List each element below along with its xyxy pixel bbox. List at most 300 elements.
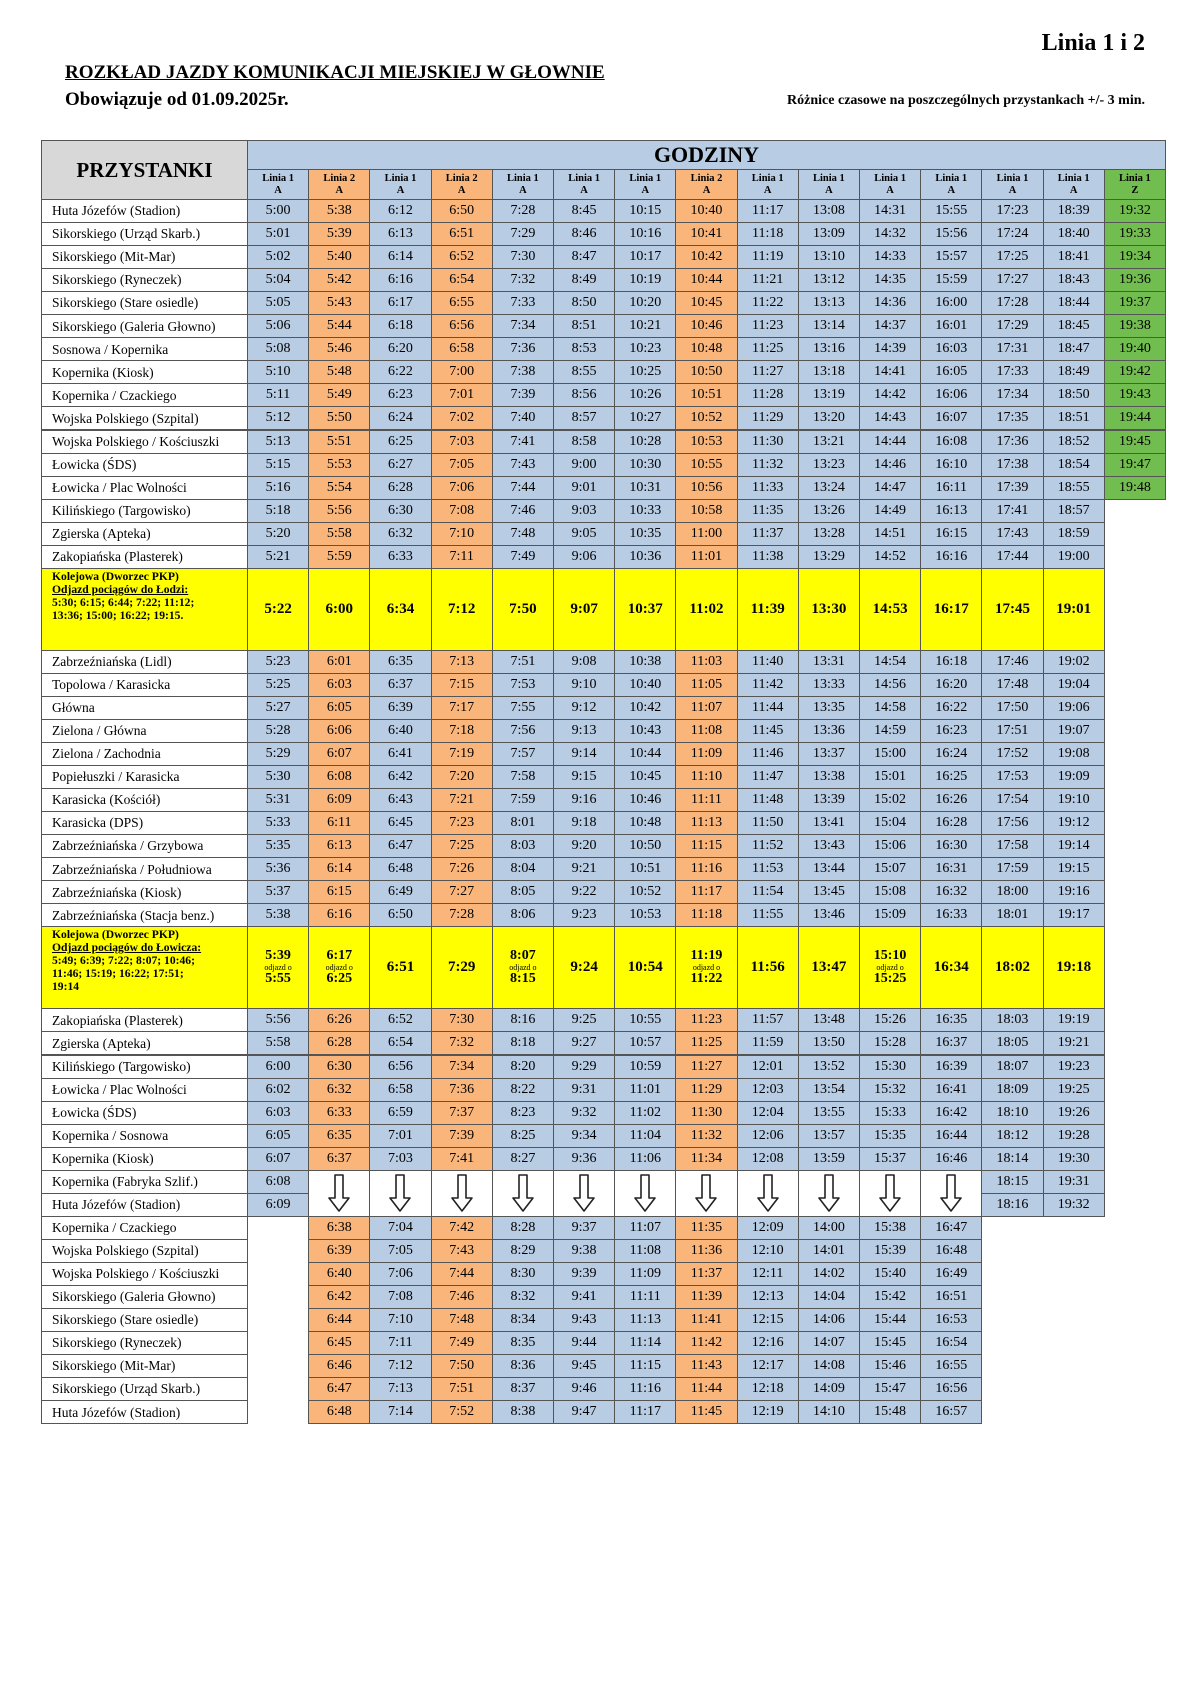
time-value: 18:16 — [996, 1196, 1029, 1212]
time-cell — [492, 314, 554, 338]
time-value: 13:13 — [812, 295, 845, 311]
time-value: 14:04 — [812, 1289, 845, 1305]
time-cell — [675, 337, 737, 361]
time-value: 5:33 — [265, 815, 291, 831]
time-cell — [553, 696, 615, 720]
time-cell — [675, 268, 737, 292]
time-value: 11:03 — [690, 653, 723, 669]
time-cell — [553, 903, 615, 927]
stop-name — [41, 430, 248, 454]
time-cell — [798, 1308, 860, 1332]
time-cell — [553, 545, 615, 569]
stop-name-label: Sikorskiego (Ryneczek) — [52, 272, 182, 288]
time-value: 9:37 — [571, 1219, 597, 1235]
time-cell — [1043, 719, 1105, 743]
time-value: 17:24 — [996, 226, 1029, 242]
time-value: 11:57 — [752, 1012, 784, 1028]
time-value: 10:52 — [690, 410, 723, 426]
time-value: 19:06 — [1057, 699, 1090, 715]
stop-name-label: Wojska Polskiego (Szpital) — [52, 1243, 199, 1259]
time-value: 13:09 — [812, 226, 845, 242]
time-value: 11:48 — [752, 792, 784, 808]
time-value: 12:13 — [751, 1289, 784, 1305]
time-cell — [1043, 880, 1105, 904]
course-type-label: Z — [1131, 184, 1139, 196]
time-cell — [798, 406, 860, 430]
time-value: 6:50 — [388, 907, 413, 923]
time-cell — [553, 1055, 615, 1079]
time-value: 7:43 — [510, 456, 536, 472]
time-value: 5:31 — [265, 792, 291, 808]
course-header — [920, 169, 982, 200]
time-cell — [675, 199, 737, 223]
station-departure-time — [431, 926, 493, 1009]
course-header — [675, 169, 737, 200]
time-value: 9:03 — [571, 502, 597, 518]
time-value: 12:19 — [751, 1404, 784, 1420]
time-value: 7:53 — [510, 676, 536, 692]
course-type-label: A — [274, 184, 282, 196]
time-cell — [553, 245, 615, 269]
course-header — [492, 169, 554, 200]
time-value: 6:58 — [449, 341, 475, 357]
time-value: 11:10 — [690, 769, 723, 785]
time-value: 13:31 — [812, 653, 845, 669]
time-value: 6:05 — [265, 1127, 291, 1143]
time-cell — [553, 314, 615, 338]
time-value: 11:45 — [690, 1404, 723, 1420]
time-value: 15:01 — [874, 769, 907, 785]
time-value: 8:36 — [510, 1358, 536, 1374]
time-cell — [1104, 222, 1166, 246]
station-departure-time — [859, 926, 921, 1009]
time-value: 13:41 — [812, 815, 845, 831]
stop-name — [41, 696, 248, 720]
station-departure-time — [369, 926, 431, 1009]
time-cell — [614, 199, 676, 223]
time-cell — [675, 765, 737, 789]
time-cell — [675, 360, 737, 384]
time-cell — [675, 788, 737, 812]
time-cell — [981, 719, 1043, 743]
time-value: 11:44 — [752, 699, 784, 715]
time-value: 11:17 — [690, 884, 723, 900]
time-cell — [1043, 222, 1105, 246]
train-departure-time: 11:22 — [690, 970, 723, 986]
time-value: 17:35 — [996, 410, 1029, 426]
time-value: 11:05 — [690, 676, 723, 692]
time-value: 13:48 — [812, 1012, 845, 1028]
time-value: 16:37 — [935, 1035, 968, 1051]
time-value: 7:32 — [449, 1035, 475, 1051]
time-value: 19:40 — [1118, 341, 1151, 357]
time-value: 11:45 — [752, 722, 784, 738]
time-cell — [308, 199, 370, 223]
time-cell — [614, 880, 676, 904]
course-type-label: A — [825, 184, 833, 196]
time-value: 7:01 — [449, 387, 475, 403]
time-cell — [431, 522, 493, 546]
stop-name-label: Zgierska (Apteka) — [52, 525, 151, 541]
time-value: 16:49 — [935, 1265, 968, 1281]
time-cell — [920, 268, 982, 292]
time-value: 8:34 — [510, 1312, 536, 1328]
time-value: 19:33 — [1118, 226, 1151, 242]
time-value: 5:13 — [265, 433, 291, 449]
time-cell — [737, 383, 799, 407]
station-info-line: 19:14 — [52, 980, 80, 994]
time-value: 13:47 — [811, 959, 847, 976]
time-cell — [859, 811, 921, 835]
station-departure-time — [859, 568, 921, 651]
down-arrow-icon — [817, 1174, 841, 1212]
time-value: 7:49 — [449, 1335, 475, 1351]
time-value: 18:00 — [996, 884, 1029, 900]
time-value: 7:29 — [510, 226, 536, 242]
time-value: 19:16 — [1057, 884, 1090, 900]
stop-name-label: Sikorskiego (Stare osiedle) — [52, 1312, 199, 1328]
time-value: 19:15 — [1057, 861, 1090, 877]
time-value: 10:31 — [629, 479, 662, 495]
time-cell — [981, 811, 1043, 835]
time-value: 16:16 — [935, 548, 968, 564]
time-value: 9:05 — [571, 525, 597, 541]
time-cell — [369, 1239, 431, 1263]
time-value: 5:51 — [326, 433, 352, 449]
time-cell — [431, 834, 493, 858]
time-cell — [798, 1078, 860, 1102]
time-cell — [369, 245, 431, 269]
time-value: 16:22 — [935, 699, 968, 715]
time-cell — [920, 742, 982, 766]
time-cell — [981, 834, 1043, 858]
course-line-label: Linia 2 — [323, 173, 356, 185]
station-departure-time — [981, 568, 1043, 651]
time-cell — [553, 1400, 615, 1424]
time-value: 14:08 — [812, 1358, 845, 1374]
course-type-label: A — [396, 184, 405, 196]
time-value: 10:27 — [629, 410, 662, 426]
time-value: 11:32 — [752, 456, 784, 472]
time-cell — [920, 1008, 982, 1032]
stop-name — [41, 383, 248, 407]
station-departure-time — [492, 568, 554, 651]
time-value: 15:08 — [874, 884, 907, 900]
time-cell — [1104, 337, 1166, 361]
station-departure-time — [247, 926, 309, 1009]
time-value: 19:07 — [1057, 722, 1090, 738]
time-value: 5:46 — [326, 341, 352, 357]
time-cell — [431, 650, 493, 674]
time-cell — [614, 857, 676, 881]
time-value: 7:30 — [449, 1012, 475, 1028]
time-value: 15:47 — [874, 1381, 907, 1397]
time-cell — [737, 857, 799, 881]
time-value: 5:25 — [265, 676, 291, 692]
time-value: 10:50 — [690, 364, 723, 380]
time-value: 10:53 — [629, 907, 662, 923]
time-value: 17:34 — [996, 387, 1029, 403]
time-value: 15:59 — [935, 272, 968, 288]
time-value: 12:10 — [751, 1242, 784, 1258]
time-value: 13:37 — [812, 746, 845, 762]
time-value: 7:12 — [388, 1358, 413, 1374]
time-value: 6:05 — [326, 699, 352, 715]
time-cell — [431, 673, 493, 697]
course-header — [981, 169, 1043, 200]
time-cell — [981, 1031, 1043, 1055]
time-value: 11:02 — [689, 600, 724, 617]
time-value: 5:38 — [326, 203, 352, 219]
time-value: 12:17 — [751, 1358, 784, 1374]
time-value: 16:24 — [935, 746, 968, 762]
time-cell — [737, 522, 799, 546]
time-cell — [1043, 476, 1105, 500]
time-value: 6:30 — [388, 502, 413, 518]
time-cell — [369, 1031, 431, 1055]
time-value: 15:44 — [874, 1312, 907, 1328]
course-type-label: A — [457, 184, 466, 196]
time-cell — [737, 314, 799, 338]
time-value: 7:32 — [510, 272, 536, 288]
time-value: 7:08 — [449, 502, 475, 518]
time-value: 16:42 — [935, 1104, 968, 1120]
time-value: 5:40 — [326, 249, 352, 265]
time-cell — [614, 522, 676, 546]
stop-name-label: Zakopiańska (Plasterek) — [52, 1012, 183, 1028]
time-cell — [1043, 430, 1105, 454]
time-value: 13:26 — [812, 502, 845, 518]
time-cell — [675, 1239, 737, 1263]
time-value: 14:36 — [874, 295, 907, 311]
time-value: 5:53 — [326, 456, 352, 472]
time-value: 19:17 — [1057, 907, 1090, 923]
time-cell — [247, 430, 309, 454]
time-value: 16:26 — [935, 792, 968, 808]
time-value: 6:08 — [265, 1173, 291, 1189]
down-arrow-icon — [511, 1174, 535, 1212]
time-cell — [308, 430, 370, 454]
time-value: 15:48 — [874, 1404, 907, 1420]
time-cell — [614, 719, 676, 743]
time-value: 7:50 — [509, 600, 537, 617]
stop-name — [41, 1354, 248, 1378]
time-value: 10:44 — [629, 746, 662, 762]
time-value: 18:51 — [1057, 410, 1090, 426]
time-cell — [1104, 453, 1166, 477]
odjazd-label: odjazd o — [876, 962, 904, 972]
course-header — [431, 169, 493, 200]
time-cell — [798, 360, 860, 384]
time-cell — [859, 1239, 921, 1263]
course-type-label: A — [886, 184, 894, 196]
time-cell — [431, 291, 493, 315]
station-departure-time — [492, 926, 554, 1009]
time-cell — [431, 1055, 493, 1079]
time-value: 18:49 — [1057, 364, 1090, 380]
time-value: 10:37 — [627, 600, 663, 617]
time-cell — [737, 453, 799, 477]
time-value: 6:09 — [265, 1196, 291, 1212]
time-value: 11:29 — [690, 1081, 723, 1097]
time-value: 6:17 — [388, 295, 413, 311]
time-value: 16:56 — [935, 1381, 968, 1397]
time-value: 16:46 — [935, 1150, 968, 1166]
time-cell — [1043, 1055, 1105, 1079]
time-value: 13:19 — [812, 387, 845, 403]
time-value: 11:16 — [690, 861, 723, 877]
time-value: 13:45 — [812, 884, 845, 900]
station-info-line: Kolejowa (Dworzec PKP) — [52, 569, 179, 583]
course-line-label: Linia 1 — [568, 173, 600, 185]
time-value: 8:22 — [510, 1081, 536, 1097]
time-cell — [798, 1147, 860, 1171]
time-value: 14:01 — [812, 1242, 845, 1258]
time-cell — [920, 383, 982, 407]
time-value: 8:28 — [510, 1219, 536, 1235]
stop-name-label: Huta Józefów (Stadion) — [52, 203, 181, 219]
time-value: 19:28 — [1057, 1127, 1090, 1143]
time-value: 6:25 — [388, 433, 413, 449]
time-cell — [675, 245, 737, 269]
time-value: 14:07 — [812, 1335, 845, 1351]
stop-name-label: Kilińskiego (Targowisko) — [52, 502, 191, 518]
time-value: 19:08 — [1057, 746, 1090, 762]
stop-name — [41, 1078, 248, 1102]
time-value: 16:51 — [935, 1289, 968, 1305]
time-cell — [920, 673, 982, 697]
time-value: 7:06 — [388, 1265, 413, 1281]
time-value: 19:36 — [1118, 272, 1151, 288]
time-value: 6:23 — [388, 387, 413, 403]
time-cell — [614, 1055, 676, 1079]
down-arrow-cell — [737, 1170, 799, 1217]
time-cell — [308, 1124, 370, 1148]
time-value: 15:28 — [874, 1035, 907, 1051]
time-cell — [981, 314, 1043, 338]
time-cell — [1043, 650, 1105, 674]
time-value: 18:10 — [996, 1104, 1029, 1120]
time-value: 11:35 — [690, 1219, 723, 1235]
time-cell — [553, 811, 615, 835]
time-cell — [431, 314, 493, 338]
time-value: 17:56 — [996, 815, 1029, 831]
time-cell — [614, 1216, 676, 1240]
time-value: 10:26 — [629, 387, 662, 403]
time-value: 7:05 — [449, 456, 475, 472]
time-value: 18:57 — [1057, 502, 1090, 518]
time-value: 5:58 — [265, 1035, 291, 1051]
time-cell — [675, 291, 737, 315]
time-value: 17:58 — [996, 838, 1029, 854]
time-cell — [675, 673, 737, 697]
time-cell — [369, 1377, 431, 1401]
time-cell — [859, 406, 921, 430]
time-cell — [369, 696, 431, 720]
time-value: 6:33 — [388, 548, 413, 564]
time-cell — [247, 1078, 309, 1102]
time-value: 15:09 — [874, 907, 907, 923]
time-value: 6:07 — [326, 746, 352, 762]
time-cell — [308, 719, 370, 743]
time-value: 16:41 — [935, 1081, 968, 1097]
time-value: 7:30 — [510, 249, 536, 265]
time-value: 6:52 — [388, 1012, 413, 1028]
time-value: 17:48 — [996, 676, 1029, 692]
time-value: 12:15 — [751, 1312, 784, 1328]
time-value: 8:56 — [571, 387, 597, 403]
time-cell — [492, 268, 554, 292]
hours-header-label: GODZINY — [653, 142, 760, 167]
time-cell — [737, 1078, 799, 1102]
time-value: 6:22 — [388, 364, 413, 380]
stop-name — [41, 360, 248, 384]
time-cell — [675, 1354, 737, 1378]
time-cell — [369, 788, 431, 812]
time-value: 6:14 — [326, 861, 352, 877]
time-cell — [859, 1147, 921, 1171]
time-value: 8:38 — [510, 1404, 536, 1420]
time-cell — [553, 1262, 615, 1286]
stops-header-label: PRZYSTANKI — [76, 157, 213, 182]
time-value: 8:20 — [510, 1058, 536, 1074]
time-cell — [431, 788, 493, 812]
stop-name-label: Zabrzeźniańska / Południowa — [52, 861, 212, 877]
time-value: 11:36 — [690, 1242, 723, 1258]
time-cell — [1043, 453, 1105, 477]
time-value: 19:10 — [1057, 792, 1090, 808]
stop-name — [41, 291, 248, 315]
time-value: 6:09 — [326, 792, 352, 808]
time-value: 6:02 — [265, 1081, 291, 1097]
stop-name — [41, 406, 248, 430]
time-cell — [308, 673, 370, 697]
time-cell — [1043, 696, 1105, 720]
time-value: 11:04 — [629, 1127, 661, 1143]
time-cell — [614, 337, 676, 361]
time-value: 17:29 — [996, 318, 1029, 334]
time-cell — [369, 1285, 431, 1309]
time-cell — [553, 1147, 615, 1171]
time-value: 11:07 — [629, 1219, 661, 1235]
time-cell — [798, 199, 860, 223]
time-value: 8:29 — [510, 1242, 536, 1258]
time-value: 5:58 — [326, 525, 352, 541]
time-cell — [431, 811, 493, 835]
time-cell — [981, 360, 1043, 384]
time-cell — [553, 788, 615, 812]
time-value: 7:36 — [510, 341, 536, 357]
time-value: 17:23 — [996, 203, 1029, 219]
time-value: 14:06 — [812, 1312, 845, 1328]
stop-name — [41, 742, 248, 766]
time-cell — [492, 903, 554, 927]
time-cell — [675, 834, 737, 858]
time-value: 6:47 — [388, 838, 413, 854]
time-cell — [1104, 360, 1166, 384]
time-value: 16:47 — [935, 1219, 968, 1235]
time-value: 17:51 — [996, 722, 1029, 738]
time-value: 6:43 — [388, 792, 413, 808]
time-value: 9:34 — [571, 1127, 597, 1143]
time-value: 10:50 — [629, 838, 662, 854]
time-value: 11:29 — [752, 410, 784, 426]
time-cell — [614, 1400, 676, 1424]
time-value: 6:03 — [265, 1104, 291, 1120]
time-value: 18:45 — [1057, 318, 1090, 334]
time-value: 5:56 — [265, 1012, 291, 1028]
time-value: 7:02 — [449, 410, 475, 426]
